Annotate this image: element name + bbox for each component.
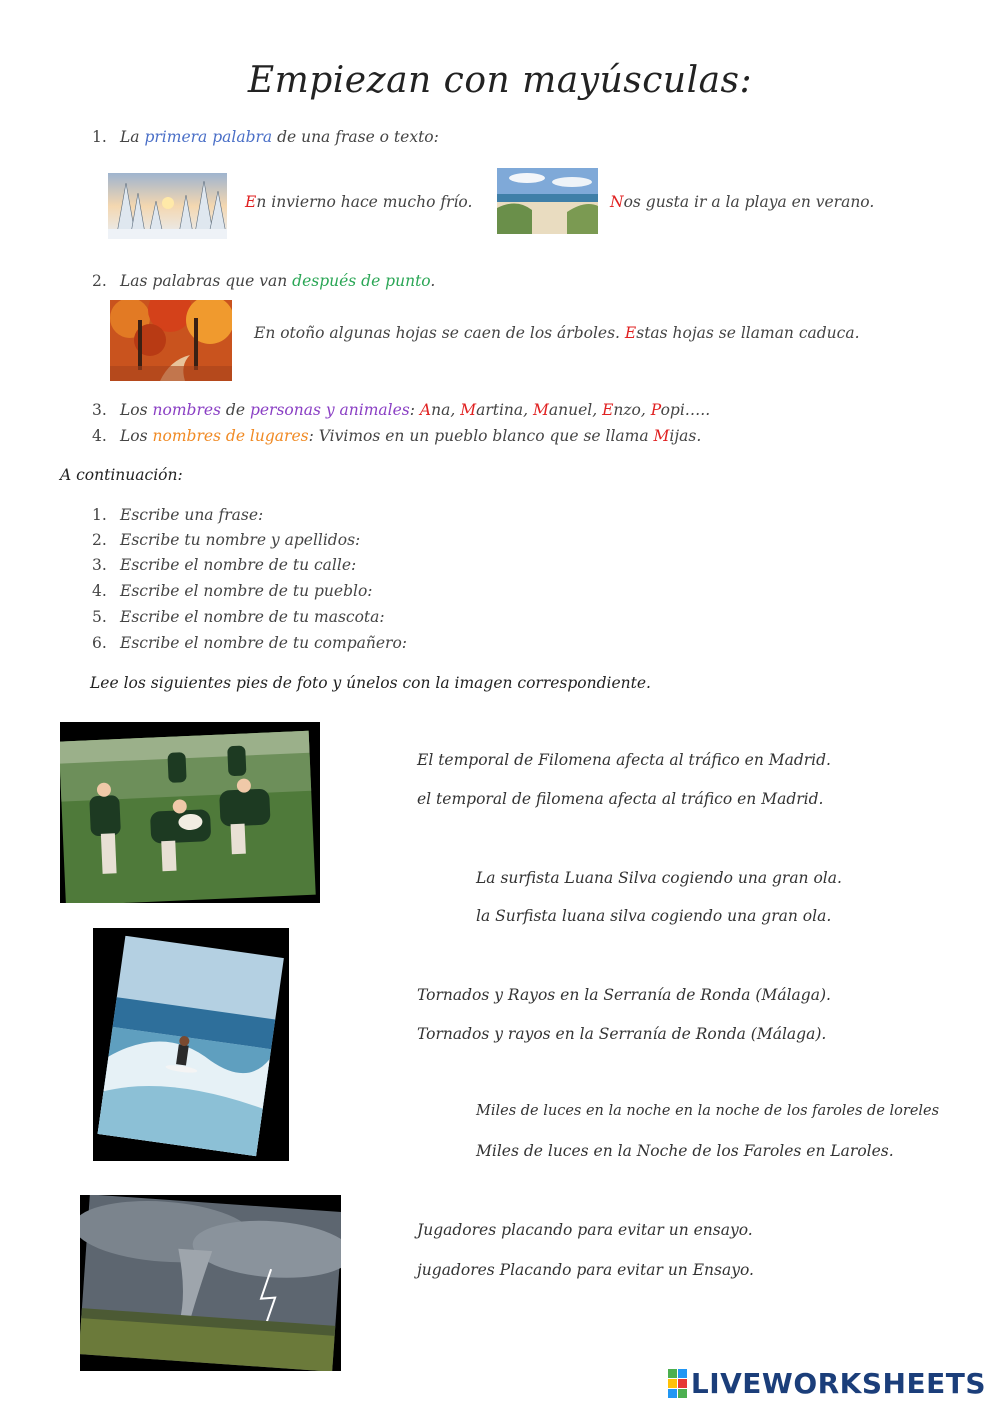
task-3-number: 3. [92,556,107,574]
task-4-number: 4. [92,582,107,600]
name-manuel-rest: anuel [548,401,593,419]
rule-3-e: : [409,401,420,419]
task-6-number: 6. [92,634,107,652]
task-2-number: 2. [92,531,107,549]
autumn-part-2: stas hojas se llaman caduca. [636,324,860,342]
rule-4-pre: Los [120,427,153,445]
caption-6[interactable]: Tornados y rayos en la Serranía de Ronda (Málaga). [417,1025,827,1043]
rule-3-number: 3. [92,401,107,419]
rule-4-post: : Vivimos en un pueblo blanco que se llama [308,427,654,445]
caption-4[interactable]: la Surfista luana silva cogiendo una gran ola. [476,907,832,925]
rule-4-capital: M [653,427,670,445]
caption-8[interactable]: Miles de luces en la Noche de los Faroles en Laroles. [476,1142,894,1160]
caption-2[interactable]: el temporal de filomena afecta al tráfico en Madrid. [417,790,824,808]
rule-4-highlight: nombres de lugares [152,427,309,445]
autumn-capital: E [624,324,637,342]
rule-3: Los nombres de personas y animales: Ana, Martina, Manuel, Enzo, Popi….. [120,401,711,419]
rule-1-post: de una frase o texto: [272,128,439,146]
name-manuel-cap: M [533,401,549,419]
beach-rest: os gusta ir a la playa en verano. [623,193,875,211]
name-enzo-cap: E [602,401,614,419]
autumn-part-1: En otoño algunas hojas se caen de los árboles. [254,324,625,342]
caption-9[interactable]: Jugadores placando para evitar un ensayo. [417,1221,753,1239]
rule-2 [120,272,435,290]
caption-5[interactable]: Tornados y Rayos en la Serranía de Ronda (Málaga). [417,986,831,1004]
tornado-photo-frame[interactable] [80,1195,341,1371]
liveworksheets-logo [668,1367,986,1400]
task-4: Escribe el nombre de tu pueblo: [120,582,373,600]
rule-3-nombres: nombres [152,401,221,419]
surfer-photo-frame[interactable] [93,928,289,1161]
rule-1-number: 1. [92,128,107,146]
task-6: Escribe el nombre de tu compañero: [120,634,407,652]
name-ana-rest: na [431,401,451,419]
rule-2-number: 2. [92,272,107,290]
rule-2-post: . [430,272,436,290]
rule-3-c: de [221,401,250,419]
rule-4-number: 4. [92,427,107,445]
rule-4-rest: ijas. [669,427,702,445]
beach-sentence [610,193,874,211]
beach-capital: N [610,193,624,211]
matching-instruction: Lee los siguientes pies de foto y únelos con la imagen correspondiente. [90,674,651,692]
rugby-photo-frame[interactable] [60,722,320,903]
task-5: Escribe el nombre de tu mascota: [120,608,385,626]
liveworksheets-logo-text: LIVEWORKSHEETS [690,1367,986,1400]
task-2: Escribe tu nombre y apellidos: [120,531,361,549]
rule-4 [120,427,701,445]
winter-capital: E [245,193,257,211]
task-5-number: 5. [92,608,107,626]
liveworksheets-logo-icon [668,1369,687,1398]
winter-sentence [245,193,472,211]
rule-1-pre: La [120,128,145,146]
rule-1-highlight: primera palabra [144,128,273,146]
rule-2-pre: Las palabras que van [120,272,293,290]
beach-dunes-photo [497,168,598,234]
task-1: Escribe una frase: [120,506,264,524]
name-enzo-rest: nzo [613,401,641,419]
name-ana-cap: A [419,401,432,419]
caption-3[interactable]: La surfista Luana Silva cogiendo una gran ola. [476,869,842,887]
winter-rest: n invierno hace mucho frío. [256,193,473,211]
name-popi-cap: P [650,401,661,419]
winter-forest-photo [108,173,227,239]
autumn-sentence [254,324,860,342]
rule-2-highlight: después de punto [292,272,431,290]
caption-7[interactable]: Miles de luces en la noche en la noche de los faroles de loreles [476,1103,940,1119]
task-3: Escribe el nombre de tu calle: [120,556,357,574]
caption-10[interactable]: jugadores Placando para evitar un Ensayo. [417,1261,754,1279]
rule-3-personas: personas y animales [249,401,410,419]
autumn-forest-photo [110,300,232,381]
page-title: Empiezan con mayúsculas: [247,60,753,101]
rule-3-a: Los [120,401,153,419]
continuation-heading: A continuación: [60,466,183,484]
name-popi-rest: opi….. [660,401,711,419]
task-1-number: 1. [92,506,107,524]
caption-1[interactable]: El temporal de Filomena afecta al tráfico en Madrid. [417,751,831,769]
name-martina-rest: artina [476,401,524,419]
name-martina-cap: M [460,401,477,419]
rule-1 [120,128,439,146]
